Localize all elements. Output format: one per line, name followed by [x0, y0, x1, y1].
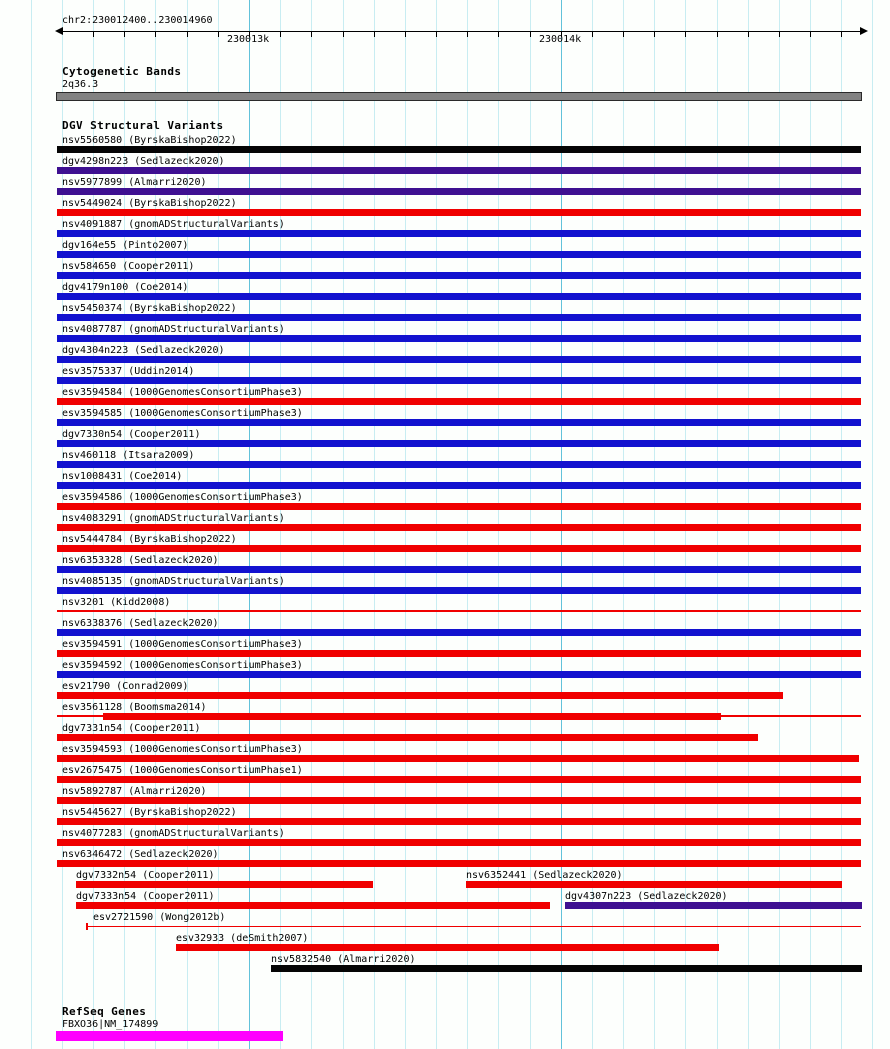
variant-thin-line[interactable] [721, 715, 861, 717]
ruler-tick [405, 31, 406, 37]
ruler-tick [436, 31, 437, 37]
ruler-tick [841, 31, 842, 37]
variant-bar[interactable] [57, 545, 861, 552]
ruler-tick [530, 31, 531, 37]
variant-bar[interactable] [57, 230, 861, 237]
variant-label[interactable]: esv3594584 (1000GenomesConsortiumPhase3) [62, 387, 303, 398]
variant-label[interactable]: esv3594585 (1000GenomesConsortiumPhase3) [62, 408, 303, 419]
variant-bar[interactable] [57, 692, 783, 699]
variant-bar[interactable] [57, 650, 861, 657]
variant-label[interactable]: esv2721590 (Wong2012b) [93, 912, 226, 923]
variant-bar[interactable] [57, 860, 861, 867]
variant-bar[interactable] [57, 671, 861, 678]
variant-label[interactable]: esv32933 (deSmith2007) [176, 933, 309, 944]
variant-label[interactable]: nsv3201 (Kidd2008) [62, 597, 171, 608]
ruler-tick-label: 230013k [227, 34, 270, 45]
variant-label[interactable]: nsv5445627 (ByrskaBishop2022) [62, 807, 237, 818]
variant-label[interactable]: esv3594593 (1000GenomesConsortiumPhase3) [62, 744, 303, 755]
dgv-structural-variants-header: DGV Structural Variants [62, 119, 224, 132]
variant-bar[interactable] [57, 776, 861, 783]
cytogenetic-bands-header: Cytogenetic Bands [62, 65, 182, 78]
variant-hairline[interactable] [86, 926, 861, 927]
variant-bar[interactable] [57, 314, 861, 321]
variant-label[interactable]: nsv460118 (Itsara2009) [62, 450, 195, 461]
gridline-minor [872, 0, 873, 1049]
ruler-tick [374, 31, 375, 37]
variant-bar[interactable] [57, 209, 861, 216]
ruler-line [62, 31, 860, 32]
variant-bar[interactable] [57, 419, 861, 426]
gene-label[interactable]: FBXO36|NM_174899 [62, 1019, 159, 1030]
ruler-tick [467, 31, 468, 37]
ruler-tick [124, 31, 125, 37]
variant-label[interactable]: nsv584650 (Cooper2011) [62, 261, 195, 272]
variant-label[interactable]: dgv4307n223 (Sedlazeck2020) [565, 891, 728, 902]
ruler-tick [93, 31, 94, 37]
variant-label[interactable]: dgv7332n54 (Cooper2011) [76, 870, 215, 881]
variant-bar[interactable] [57, 146, 861, 153]
ruler-tick [311, 31, 312, 37]
variant-bar[interactable] [57, 335, 861, 342]
variant-bar[interactable] [57, 482, 861, 489]
variant-thin-line[interactable] [57, 715, 103, 717]
variant-label[interactable]: dgv4179n100 (Coe2014) [62, 282, 189, 293]
ruler-tick [280, 31, 281, 37]
ruler-arrow-left [55, 27, 63, 35]
cytoband-bar[interactable] [56, 92, 862, 101]
variant-label[interactable]: dgv4298n223 (Sedlazeck2020) [62, 156, 225, 167]
variant-label[interactable]: nsv4083291 (gnomADStructuralVariants) [62, 513, 285, 524]
variant-label[interactable]: nsv5449024 (ByrskaBishop2022) [62, 198, 237, 209]
variant-label[interactable]: dgv4304n223 (Sedlazeck2020) [62, 345, 225, 356]
ruler-tick [685, 31, 686, 37]
gene-bar[interactable] [56, 1031, 283, 1041]
ruler-tick [592, 31, 593, 37]
variant-label[interactable]: nsv6352441 (Sedlazeck2020) [466, 870, 623, 881]
variant-bar[interactable] [57, 356, 861, 363]
ruler-tick [498, 31, 499, 37]
variant-label[interactable]: nsv5892787 (Almarri2020) [62, 786, 207, 797]
variant-bar[interactable] [57, 167, 861, 174]
variant-bar[interactable] [176, 944, 719, 951]
variant-bar[interactable] [271, 965, 862, 972]
variant-bar[interactable] [57, 398, 861, 405]
variant-bar[interactable] [57, 293, 861, 300]
variant-bar[interactable] [466, 881, 842, 888]
variant-bar[interactable] [57, 629, 861, 636]
ruler-tick-label: 230014k [539, 34, 582, 45]
variant-bar[interactable] [57, 566, 861, 573]
variant-label[interactable]: dgv164e55 (Pinto2007) [62, 240, 189, 251]
region-title: chr2:230012400..230014960 [62, 15, 213, 26]
variant-bar[interactable] [57, 377, 861, 384]
variant-label[interactable]: dgv7331n54 (Cooper2011) [62, 723, 201, 734]
ruler-tick [779, 31, 780, 37]
variant-label[interactable]: nsv5832540 (Almarri2020) [271, 954, 416, 965]
variant-label[interactable]: esv3575337 (Uddin2014) [62, 366, 195, 377]
variant-bar[interactable] [57, 461, 861, 468]
ruler-tick [748, 31, 749, 37]
ruler-tick [623, 31, 624, 37]
variant-label[interactable]: nsv6353328 (Sedlazeck2020) [62, 555, 219, 566]
variant-bar[interactable] [565, 902, 862, 909]
variant-bar[interactable] [57, 524, 861, 531]
gridline-minor [31, 0, 32, 1049]
cytoband-label: 2q36.3 [62, 79, 99, 90]
variant-bar[interactable] [57, 755, 859, 762]
variant-bar[interactable] [103, 713, 721, 720]
variant-bar[interactable] [57, 818, 861, 825]
variant-bar[interactable] [57, 272, 861, 279]
ruler-tick [218, 31, 219, 37]
variant-bar[interactable] [57, 251, 861, 258]
variant-label[interactable]: nsv4077283 (gnomADStructuralVariants) [62, 828, 285, 839]
variant-label[interactable]: dgv7330n54 (Cooper2011) [62, 429, 201, 440]
ruler-arrow-right [860, 27, 868, 35]
ruler-tick [155, 31, 156, 37]
variant-label[interactable]: nsv6346472 (Sedlazeck2020) [62, 849, 219, 860]
ruler-tick [187, 31, 188, 37]
refseq-genes-header: RefSeq Genes [62, 1005, 147, 1018]
ruler-tick [717, 31, 718, 37]
variant-label[interactable]: esv2675475 (1000GenomesConsortiumPhase1) [62, 765, 303, 776]
ruler-tick [343, 31, 344, 37]
variant-bar[interactable] [57, 440, 861, 447]
variant-label[interactable]: nsv1008431 (Coe2014) [62, 471, 183, 482]
variant-bar[interactable] [76, 881, 373, 888]
variant-bar[interactable] [57, 797, 861, 804]
variant-bar[interactable] [57, 839, 861, 846]
ruler-tick [654, 31, 655, 37]
variant-label[interactable]: nsv6338376 (Sedlazeck2020) [62, 618, 219, 629]
variant-label[interactable]: nsv4085135 (gnomADStructuralVariants) [62, 576, 285, 587]
ruler-tick [810, 31, 811, 37]
variant-label[interactable]: esv3594586 (1000GenomesConsortiumPhase3) [62, 492, 303, 503]
variant-label[interactable]: nsv5450374 (ByrskaBishop2022) [62, 303, 237, 314]
variant-bar[interactable] [57, 188, 861, 195]
variant-bar[interactable] [76, 902, 550, 909]
variant-label[interactable]: nsv4087787 (gnomADStructuralVariants) [62, 324, 285, 335]
variant-bar[interactable] [57, 734, 758, 741]
variant-label[interactable]: nsv5444784 (ByrskaBishop2022) [62, 534, 237, 545]
variant-thin-line[interactable] [57, 610, 861, 612]
variant-bar[interactable] [57, 587, 861, 594]
variant-label[interactable]: esv3594592 (1000GenomesConsortiumPhase3) [62, 660, 303, 671]
variant-label[interactable]: nsv5560580 (ByrskaBishop2022) [62, 135, 237, 146]
variant-label[interactable]: esv21790 (Conrad2009) [62, 681, 189, 692]
variant-label[interactable]: esv3594591 (1000GenomesConsortiumPhase3) [62, 639, 303, 650]
variant-label[interactable]: dgv7333n54 (Cooper2011) [76, 891, 215, 902]
variant-label[interactable]: nsv4091887 (gnomADStructuralVariants) [62, 219, 285, 230]
variant-label[interactable]: nsv5977899 (Almarri2020) [62, 177, 207, 188]
variant-bar[interactable] [57, 503, 861, 510]
variant-label[interactable]: esv3561128 (Boomsma2014) [62, 702, 207, 713]
